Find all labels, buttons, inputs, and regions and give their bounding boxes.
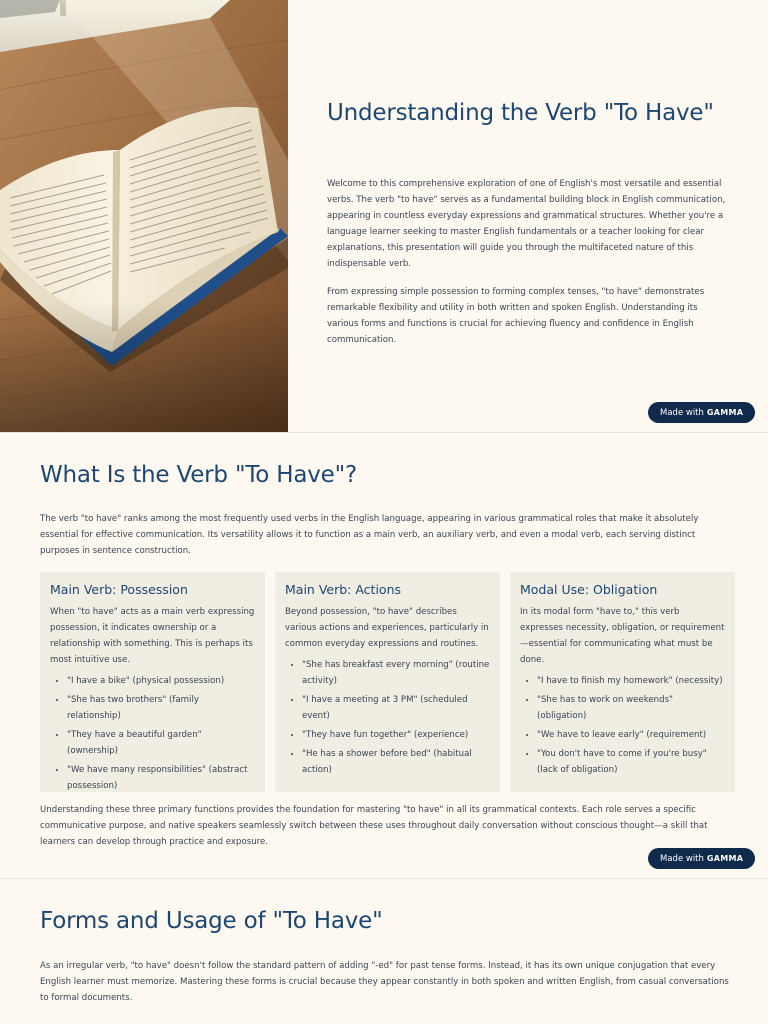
gamma-logo-text: GAMMA — [706, 408, 744, 417]
list-item: • "We have to leave early" (requirement) — [537, 727, 725, 743]
slide2-title: What Is the Verb "To Have"? — [40, 462, 357, 488]
card-text: When "to have" acts as a main verb expressing possession, it indicates ownership or a relationship with something. This is perhaps its most intuitive use. — [50, 607, 255, 665]
card-bullets — [520, 673, 725, 778]
gamma-logo-text: GAMMA — [706, 854, 744, 863]
list-item: • "She has to work on weekends" (obligation) — [537, 692, 725, 724]
slide3-intro: As an irregular verb, "to have" doesn't follow the standard pattern of adding "-ed" for past tense forms. Instead, it has its own unique conjugation that every English learner must memorize. Mastering these forms is crucial because they appear constantly in both spoken and written English, from casual conversations to formal documents. — [40, 961, 729, 1003]
slide1-title: Understanding the Verb "To Have" — [327, 100, 714, 126]
badge-prefix: Made with — [660, 853, 704, 864]
card-heading: Main Verb: Actions — [285, 582, 402, 597]
badge-prefix: Made with — [660, 407, 704, 418]
card-heading: Modal Use: Obligation — [520, 582, 658, 597]
card-possession — [40, 572, 265, 792]
list-item: • "You don't have to come if you're busy" (lack of obligation) — [537, 746, 725, 778]
card-bullets — [285, 657, 490, 778]
usage-cards — [40, 572, 728, 792]
list-item: • "She has breakfast every morning" (routine activity) — [302, 657, 490, 689]
slide3-title: Forms and Usage of "To Have" — [40, 908, 383, 934]
list-item: • "We have many responsibilities" (abstract possession) — [67, 762, 255, 794]
slide2-intro: The verb "to have" ranks among the most frequently used verbs in the English language, appearing in various grammatical roles that make it absolutely essential for effective communication. Its versatility allows it to function as a main verb, an auxiliary verb, and even a modal verb, each serving distinct purposes in sentence construction. — [40, 514, 699, 556]
slide-divider — [0, 432, 768, 433]
slide-divider — [0, 878, 768, 879]
card-bullets — [50, 673, 255, 794]
slide-intro — [0, 0, 768, 432]
card-heading: Main Verb: Possession — [50, 582, 188, 597]
slide1-paragraph-1: Welcome to this comprehensive exploration of one of English's most versatile and essential verbs. The verb "to have" serves as a fundamental building block in English communication, appearing in countless everyday expressions and grammatical structures. Whether you're a language learner seeking to master English fundamentals or a teacher looking for clear explanations, this presentation will guide you through the multifaceted nature of this indispensable verb. — [327, 179, 726, 269]
list-item: • "I have to finish my homework" (necessity) — [537, 673, 725, 689]
list-item: • "They have a beautiful garden" (ownership) — [67, 727, 255, 759]
list-item: • "I have a bike" (physical possession) — [67, 673, 255, 689]
list-item: • "She has two brothers" (family relationship) — [67, 692, 255, 724]
open-book-image — [0, 0, 288, 432]
card-actions — [275, 572, 500, 792]
card-text: In its modal form "have to," this verb expresses necessity, obligation, or requirement—essential for communicating what must be done. — [520, 607, 725, 665]
slide1-paragraph-2: From expressing simple possession to forming complex tenses, "to have" demonstrates remarkable flexibility and utility in both written and spoken English. Understanding its various forms and functions is crucial for achieving fluency and confidence in English communication. — [327, 287, 705, 345]
made-with-gamma-badge[interactable] — [648, 848, 755, 869]
made-with-gamma-badge[interactable] — [648, 402, 755, 423]
list-item: • "I have a meeting at 3 PM" (scheduled event) — [302, 692, 490, 724]
list-item: • "He has a shower before bed" (habitual action) — [302, 746, 490, 778]
card-text: Beyond possession, "to have" describes various actions and experiences, particularly in common everyday expressions and routines. — [285, 607, 489, 649]
list-item: • "They have fun together" (experience) — [302, 727, 490, 743]
card-obligation — [510, 572, 735, 792]
slide2-outro: Understanding these three primary functions provides the foundation for mastering "to have" in all its grammatical contexts. Each role serves a specific communicative purpose, and native speakers seamlessly switch between these uses throughout daily conversation without conscious thought—a skill that learners can develop through practice and exposure. — [40, 805, 708, 847]
